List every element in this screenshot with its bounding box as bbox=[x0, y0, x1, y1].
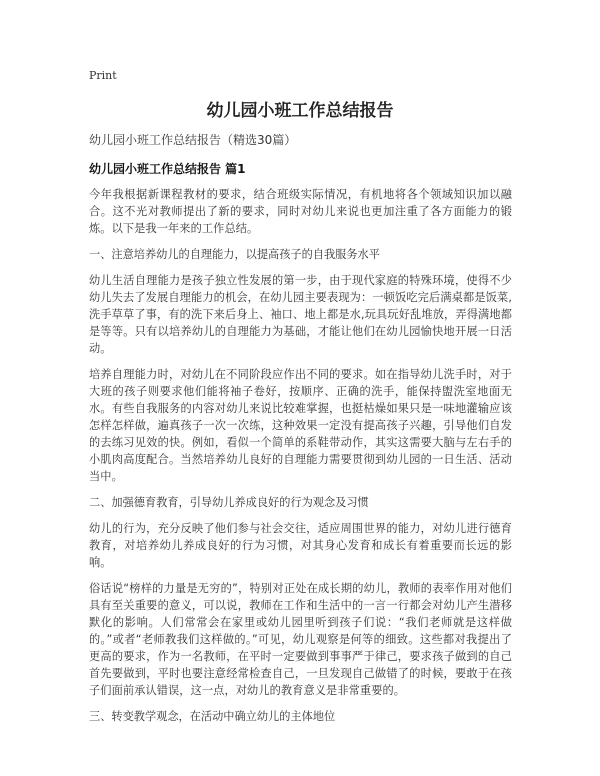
paragraph: 培养自理能力时，对幼儿在不同阶段应作出不同的要求。如在指导幼儿洗手时，对于大班的孩子则要求他们能将袖子卷好，按顺序、正确的洗手，能保持盥洗室地面无水。有些自我服务的内容对幼儿来说比较难掌握，也挺枯燥如果只是一味地灌输应该怎样怎样做，遍真孩子一次一次练，这种效果一定没有提高孩子兴趣，引导他们自发的去练习见效的快。例如，看似一个简单的系鞋带动作，其实这需要大脑与左右手的小肌肉高度配合。当然培养幼儿良好的自理能力需要贯彻到幼儿园的一日生活、活动当中。 bbox=[89, 368, 512, 483]
document-subtitle: 幼儿园小班工作总结报告（精选30篇） bbox=[89, 133, 297, 147]
section-heading: 一、注意培养幼儿的自理能力，以提高孩子的自我服务水平 bbox=[89, 248, 380, 261]
paragraph: 幼儿的行为，充分反映了他们参与社会交往，适应周围世界的能力，对幼儿进行德育教育，对培养幼儿养成良好的行为习惯，对其身心发育和成长有着重要而长远的影响。 bbox=[89, 522, 512, 569]
document-body bbox=[89, 186, 512, 734]
section-heading: 三、转变教学观念，在活动中确立幼儿的主体地位 bbox=[89, 710, 336, 723]
section-heading: 二、加强德育教育，引导幼儿养成良好的行为观念及习惯 bbox=[89, 496, 369, 509]
section-title: 幼儿园小班工作总结报告 篇1 bbox=[89, 162, 246, 176]
paragraph: 幼儿生活自理能力是孩子独立性发展的第一步，由于现代家庭的特殊环境，使得不少幼儿失去了发展自理能力的机会，在幼儿园主要表现为：一顿饭吃完后满桌都是饭菜,洗手草草了事，有的洗下来后身上、袖口、地上都是水,玩具玩好乱堆放，弄得满地都是等等。只有以培养幼儿的自理能力为基础，才能让他们在幼儿园愉快地开展一日活动。 bbox=[89, 274, 512, 355]
paragraph: 俗话说“榜样的力量是无穷的”，特别对正处在成长期的幼儿，教师的表率作用对他们具有至关重要的意义，可以说，教师在工作和生活中的一言一行都会对幼儿产生潜移默化的影响。人们常常会在家里或幼儿园里听到孩子们说：“我们老师就是这样做的。”或者“老师教我们这样做的。”可见，幼儿观察是何等的细致。这些都对我提出了更高的要求，作为一名教师，在平时一定要做到事事严于律己，要求孩子做到的自己首先要做到，平时也要注意经常检查自己，一旦发现自己做错了的时候，要敢于在孩子们面前承认错误，这一点，对幼儿的教育意义是非常重要的。 bbox=[89, 582, 512, 697]
print-label: Print bbox=[89, 69, 117, 82]
paragraph: 今年我根据新课程教材的要求，结合班级实际情况，有机地将各个领域知识加以融合。这不光对教师提出了新的要求，同时对幼儿来说也更加注重了各方面能力的锻炼。以下是我一年来的工作总结。 bbox=[89, 188, 512, 235]
page-title: 幼儿园小班工作总结报告 bbox=[206, 101, 394, 121]
